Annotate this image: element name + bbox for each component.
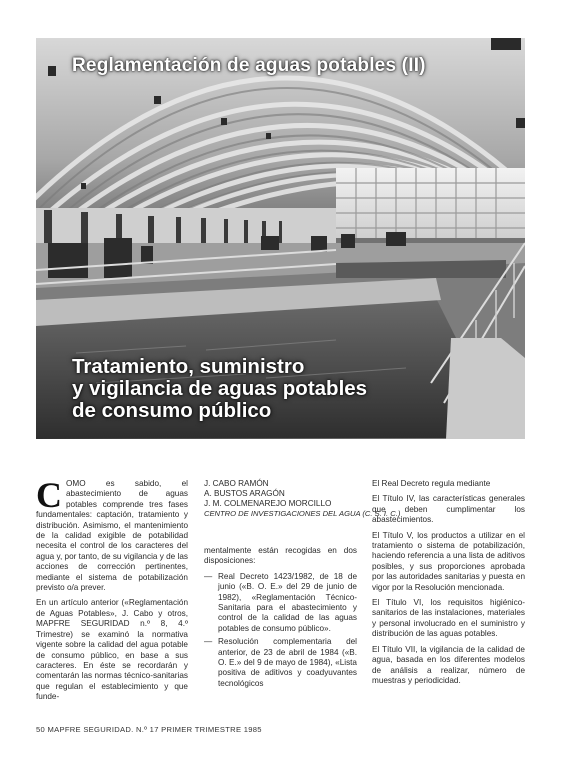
author-name: J. M. COLMENAREJO MORCILLO — [204, 499, 332, 508]
hero-photo — [36, 38, 525, 439]
regulation-list — [204, 572, 357, 689]
headline-line-1: Tratamiento, suministro — [72, 355, 305, 378]
text-column-1 — [36, 475, 188, 708]
headline-line-3: de consumo público — [72, 399, 272, 422]
article-headline — [72, 356, 367, 422]
paragraph: El Título VI, los requisitos higiénico-sanitarios de las instalaciones, materiales y personal involucrado en el suministro y distribución de las aguas potables. — [372, 598, 525, 639]
publication-info: MAPFRE SEGURIDAD. N.º 17 PRIMER TRIMESTRE 1985 — [47, 725, 262, 734]
list-item: — Resolución complementaria del anterior, de 23 de abril de 1984 («B. O. E.» del 9 de mayo de 1984), «Lista positiva de aditivos y coadyuvantes tecnológicos — [204, 637, 357, 688]
dash-bullet: — — [204, 571, 213, 581]
paragraph: El Título V, los productos a utilizar en el tratamiento o sistema de potabilización, haciendo referencia a una lista de aditivos posibles, y sus proporciones aprobada por las autoridades sanitarias y puesta en vigor por la Resolución mencionada. — [372, 530, 525, 592]
paragraph: El Título VII, la vigilancia de la calidad de agua, basada en los diferentes modelos de análisis a realizar, número de muestras y periodicidad. — [372, 644, 525, 685]
paragraph: El Título IV, las características generales que deben cumplimentar los abastecimientos. — [372, 494, 525, 525]
drop-cap: C — [36, 475, 62, 515]
paragraph: En un artículo anterior («Reglamentación de Aguas Potables», J. Cabo y otros, MAPFRE SEGURIDAD n.º 8, 4.º Trimestre) se examinó la normativa vigente sobre la calidad del agua potable de consumo público, en base a sus caracteres. En éste se recordarán y comentarán las normas técnico-sanitarias que regulan el establecimiento y que funde- — [36, 598, 188, 702]
author-block — [204, 479, 401, 518]
headline-line-2: y vigilancia de aguas potables — [72, 377, 368, 400]
page-number: 50 — [36, 725, 46, 734]
paragraph: El Real Decreto regula mediante — [372, 479, 491, 488]
paragraph: mentalmente están recogidas en dos disposiciones: — [204, 546, 357, 566]
article-series-title: Reglamentación de aguas potables (II) — [72, 55, 426, 76]
intro-paragraph — [36, 475, 188, 593]
text-column-3 — [372, 479, 525, 691]
intro-text: OMO es sabido, el abastecimiento de aguas potables comprende tres fases fundamentales: captación, tratamiento y distribución. Asimismo, el mantenimiento de la calidad exigible de potabilidad necesita el control de los caracteres del agua y, por tanto, de su vigilancia y de las acciones de corrección pertinentes, mediante el sistema de potabilización previsto o/a prever. — [36, 479, 188, 593]
list-item: — Real Decreto 1423/1982, de 18 de junio («B. O. E.» del 29 de junio de 1982), «Reglamentación Técnico-Sanitaria para el abastecimiento y control de la calidad de las aguas potables de consumo público». — [204, 571, 357, 633]
dash-bullet: — — [204, 637, 213, 647]
text-column-2 — [204, 479, 401, 692]
author-affiliation: CENTRO DE INVESTIGACIONES DEL AGUA (C. S. I. C.) — [204, 509, 401, 518]
author-name: J. CABO RAMÓN — [204, 479, 269, 488]
author-name: A. BUSTOS ARAGÓN — [204, 489, 285, 498]
page-footer — [36, 725, 262, 734]
